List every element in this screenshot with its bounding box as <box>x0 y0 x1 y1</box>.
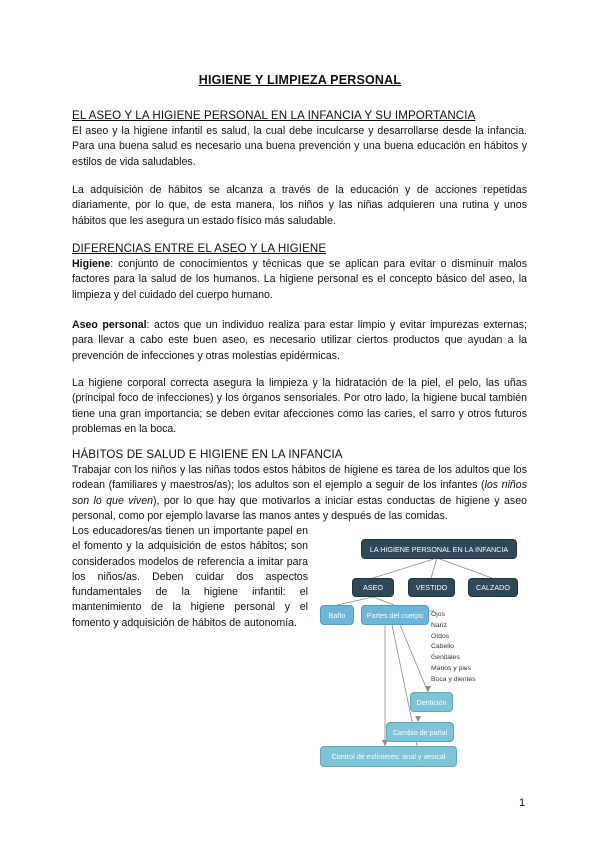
connector-root-vestido <box>431 558 437 578</box>
paragraph-trabajar-ninos <box>72 463 527 524</box>
body-part-item: Boca y dientes <box>431 675 476 683</box>
higiene-definition-text: : conjunto de conocimientos y técnicas que se aplican para evitar o disminuir malos factores para la salud de los humanos. La higiene personal es el concepto básico del aseo, la limpieza y del cuidado del cuerpo humano. <box>72 258 527 301</box>
page-number: 1 <box>519 797 526 809</box>
body-parts-list <box>431 610 476 686</box>
diagram-node-bano: Baño <box>320 605 354 625</box>
term-higiene: Higiene <box>72 258 111 270</box>
body-part-item: Genitales <box>431 654 460 662</box>
body-part-item: Manos y pies <box>431 664 472 672</box>
diagram-node-cambio-panal: Cambio de pañal <box>386 722 454 742</box>
connector-root-calzado <box>437 558 492 578</box>
connector-aseo-bano <box>337 597 373 605</box>
body-part-item: Ojos <box>431 611 445 618</box>
section-heading-diferencias: DIFERENCIAS ENTRE EL ASEO Y LA HIGIENE <box>72 242 327 255</box>
body-part-item: Cabello <box>431 643 455 651</box>
diagram-node-calzado: CALZADO <box>468 578 518 597</box>
diagram-node-partes-cuerpo: Partes del cuerpo <box>361 605 429 625</box>
diagram-root-node: LA HIGIENE PERSONAL EN LA INFANCIA <box>361 539 517 559</box>
body-part-item: Oídos <box>431 632 450 640</box>
paragraph-aseo-definition <box>72 318 527 364</box>
diagram-node-vestido: VESTIDO <box>408 578 455 597</box>
paragraph-text-part: ), por lo que hay que motivarlos a iniciar estas conductas de higiene y aseo personal, como por ejemplo lavarse las manos antes y después de las comidas. <box>72 494 527 522</box>
connector-aseo-partes <box>373 597 394 605</box>
paragraph-educadores: Los educadores/as tienen un importante papel en el fomento y la adquisición de estos hábitos; son considerados modelos de referencia a imitar para los niños/as. Deben cuidar dos aspectos fundamentales de la higiene infantil: el mantenimiento de la higiene personal y el fomento y adquisición de hábitos de autonomía. <box>72 525 308 629</box>
aseo-definition-text: : actos que un individuo realiza para estar limpio y evitar impurezas externas; para llevar a cabo este buen aseo, es necesario utilizar ciertos productos que ayudan a la prevención de infecciones y otras molestias epidérmicas. <box>72 319 527 362</box>
paragraph-adquisicion-habitos: La adquisición de hábitos se alcanza a través de la educación y de acciones repetidas diariamente, por lo que, de esta manera, los niños y las niñas adquieren una rutina y unos hábitos que les asegura un estado físico más saludable. <box>72 184 527 227</box>
paragraph-higiene-definition <box>72 257 527 303</box>
diagram-node-control-esfinteres: Control de esfínteres: anal y vesical <box>320 746 457 767</box>
paragraph-higiene-corporal: La higiene corporal correcta asegura la limpieza y la hidratación de la piel, el pelo, las uñas (principal foco de infecciones) y los órganos sensoriales. Por otro lado, la higiene bucal también tiene una gran importancia; se deben evitar afecciones como las caries, el sarro y otros futuros problemas en la boca. <box>72 377 527 435</box>
term-aseo-personal: Aseo personal <box>72 319 147 331</box>
section-heading-aseo-higiene-infancia: EL ASEO Y LA HIGIENE PERSONAL EN LA INFANCIA Y SU IMPORTANCIA <box>72 109 476 122</box>
body-part-item: Nariz <box>431 621 447 629</box>
diagram-node-aseo: ASEO <box>352 578 394 597</box>
paragraph-text-part: Trabajar con los niños y las niñas todos estos hábitos de higiene es tarea de los adultos que los rodean (familiares y maestros/as); los adultos son el ejemplo a seguir de los infantes ( <box>72 464 527 492</box>
connector-partes-denticion <box>400 625 428 692</box>
paragraph-aseo-salud: El aseo y la higiene infantil es salud, la cual debe inculcarse y desarrollarse desde la infancia. Para una buena salud es necesario una buena prevención y una buena educación en hábitos y estilos de vida saludables. <box>72 125 527 168</box>
document-title: HIGIENE Y LIMPIEZA PERSONAL <box>198 73 402 87</box>
connector-root-aseo <box>373 558 437 578</box>
diagram-node-denticion: Dentición <box>410 692 453 712</box>
section-heading-habitos-salud: HÁBITOS DE SALUD E HIGIENE EN LA INFANCIA <box>72 448 343 461</box>
quote-ninos-viven: los niños son lo que viven <box>72 479 527 507</box>
